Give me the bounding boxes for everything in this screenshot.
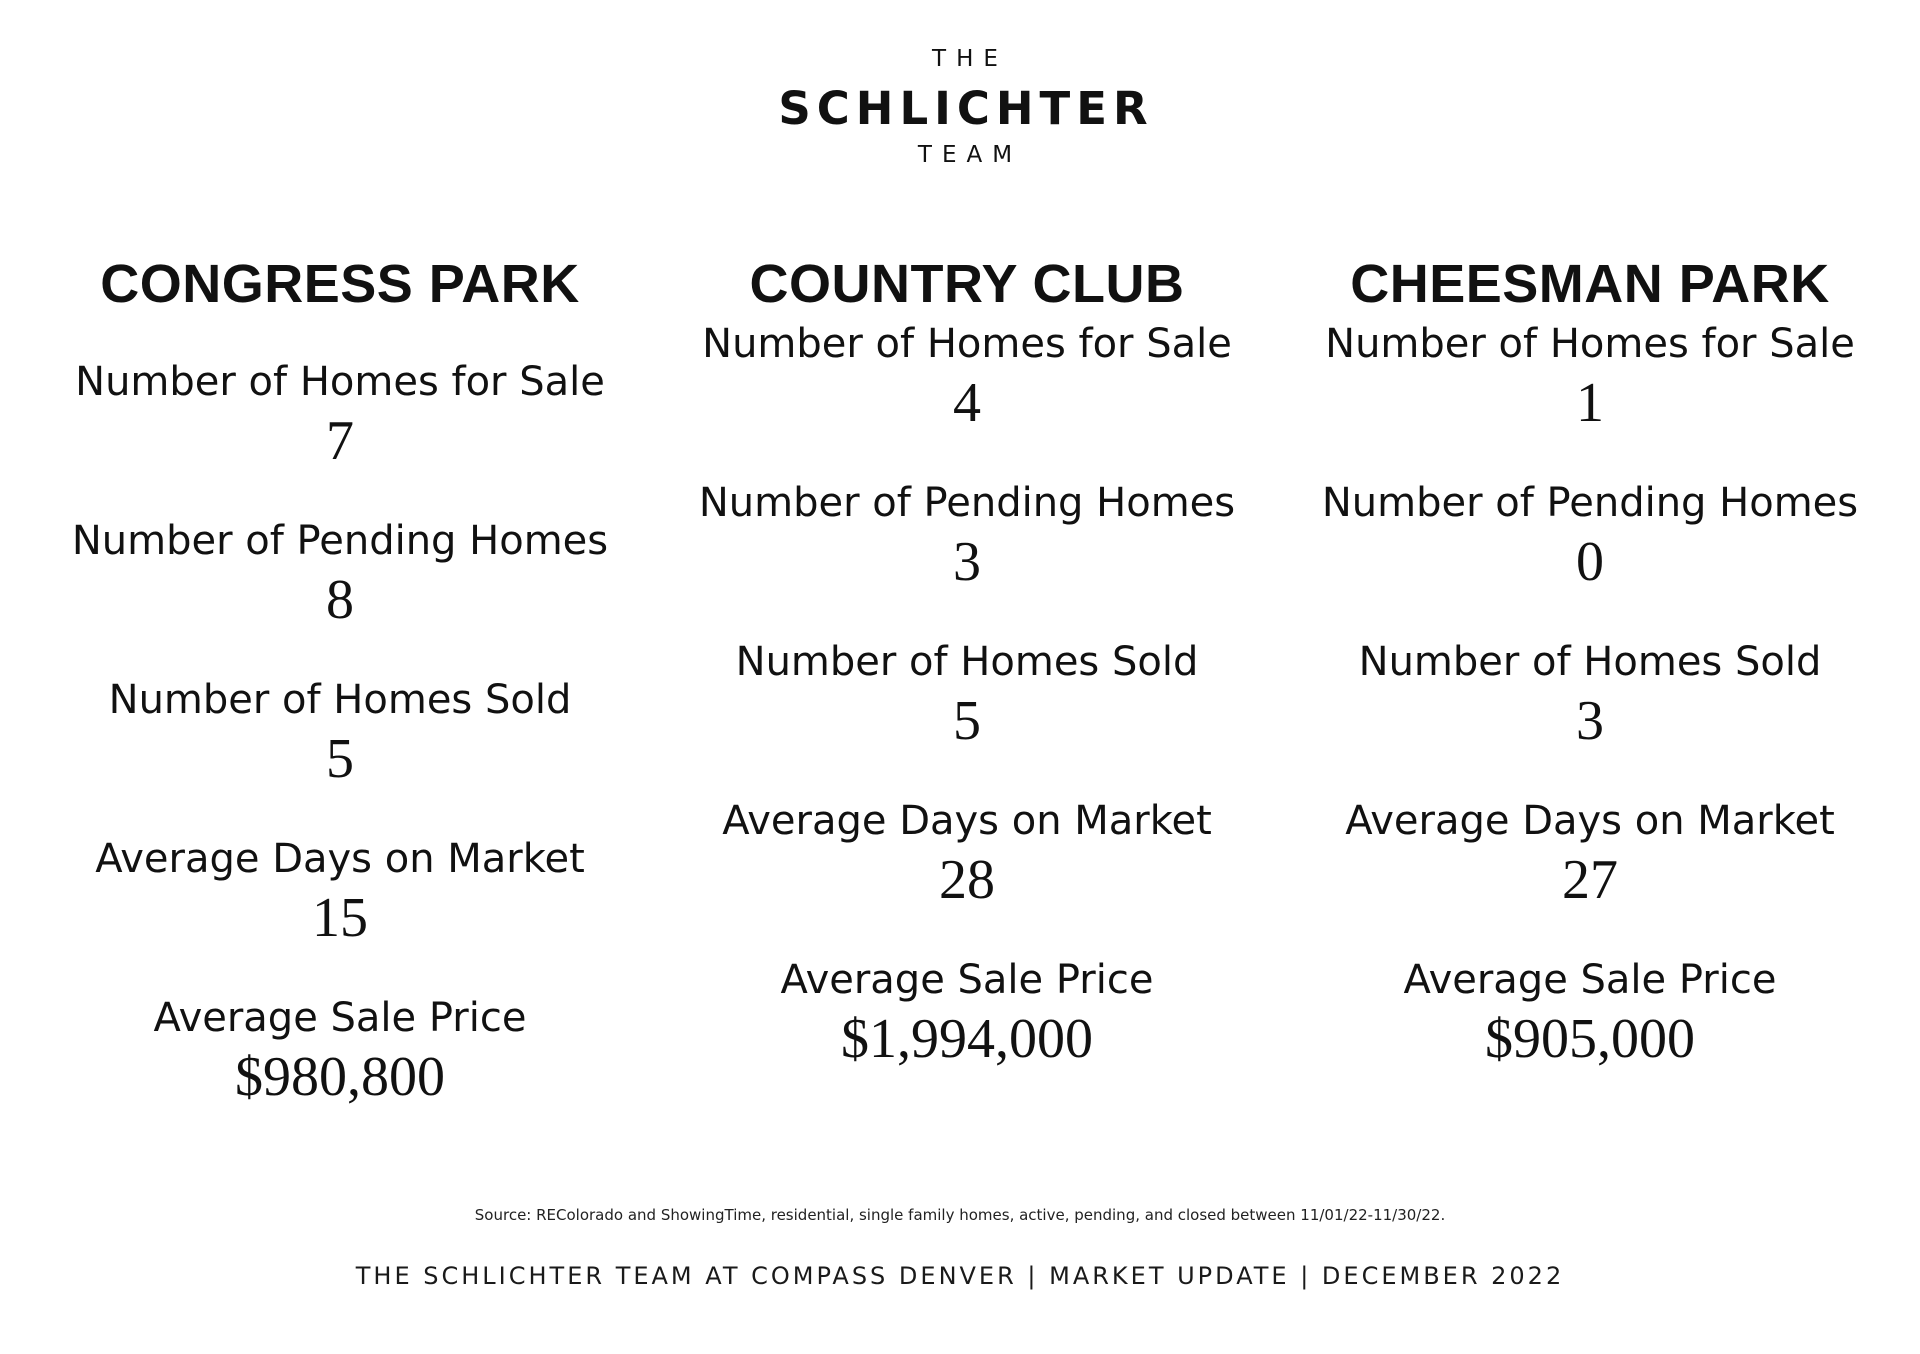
stat-average-sale-price xyxy=(657,954,1277,1113)
stat-label: Number of Homes for Sale xyxy=(1325,321,1855,367)
source-note: Source: REColorado and ShowingTime, residential, single family homes, active, pending, and closed between 11/01/22-11/30/22. xyxy=(474,1206,1446,1224)
stat-value: 1 xyxy=(1576,372,1604,434)
stat-list xyxy=(657,318,1277,1113)
stat-value: 7 xyxy=(326,410,354,472)
stat-pending-homes xyxy=(657,477,1277,636)
stat-label: Number of Pending Homes xyxy=(71,518,609,564)
stat-value: 8 xyxy=(326,569,354,631)
stat-value: 4 xyxy=(953,372,981,434)
stat-value: 5 xyxy=(326,728,354,790)
stat-value: 0 xyxy=(1576,531,1604,593)
logo-team: TEAM xyxy=(917,142,1023,168)
neighborhood-title: CHEESMAN PARK xyxy=(1350,254,1830,314)
neighborhood-title: COUNTRY CLUB xyxy=(749,254,1185,314)
stat-label: Average Sale Price xyxy=(153,995,527,1041)
stat-homes-sold xyxy=(30,674,650,833)
stat-label: Average Days on Market xyxy=(722,798,1212,844)
stat-label: Number of Pending Homes xyxy=(1321,480,1859,526)
stat-label: Average Days on Market xyxy=(95,836,585,882)
stat-value: 3 xyxy=(1576,690,1604,752)
stat-value: $905,000 xyxy=(1485,1008,1695,1070)
stat-homes-for-sale xyxy=(657,318,1277,477)
stat-pending-homes xyxy=(30,515,650,674)
stat-value: 5 xyxy=(953,690,981,752)
stat-homes-sold xyxy=(1280,636,1900,795)
stat-value: $980,800 xyxy=(235,1046,445,1108)
neighborhood-column-cheesman-park xyxy=(1280,252,1900,1113)
stat-homes-sold xyxy=(657,636,1277,795)
stat-average-sale-price xyxy=(1280,954,1900,1113)
stat-average-sale-price xyxy=(30,992,650,1151)
stat-days-on-market xyxy=(1280,795,1900,954)
footer-text: THE SCHLICHTER TEAM AT COMPASS DENVER | MARKET UPDATE | DECEMBER 2022 xyxy=(355,1262,1565,1290)
stat-label: Number of Homes for Sale xyxy=(702,321,1232,367)
stat-label: Number of Homes Sold xyxy=(735,639,1199,685)
stat-label: Number of Homes Sold xyxy=(108,677,572,723)
stat-label: Number of Pending Homes xyxy=(698,480,1236,526)
neighborhood-column-congress-park xyxy=(30,252,650,1151)
stat-value: $1,994,000 xyxy=(841,1008,1093,1070)
stat-value: 27 xyxy=(1562,849,1618,911)
stat-homes-for-sale xyxy=(1280,318,1900,477)
stat-list xyxy=(1280,318,1900,1113)
stat-label: Average Days on Market xyxy=(1345,798,1835,844)
stat-value: 3 xyxy=(953,531,981,593)
neighborhood-title: CONGRESS PARK xyxy=(100,254,580,314)
stat-pending-homes xyxy=(1280,477,1900,636)
stat-days-on-market xyxy=(657,795,1277,954)
logo-name: SCHLICHTER xyxy=(778,82,1154,135)
stat-homes-for-sale xyxy=(30,356,650,515)
stat-label: Number of Homes Sold xyxy=(1358,639,1822,685)
logo-the: THE xyxy=(932,46,1008,72)
stat-days-on-market xyxy=(30,833,650,992)
neighborhood-column-country-club xyxy=(657,252,1277,1113)
stat-value: 28 xyxy=(939,849,995,911)
stat-list xyxy=(30,356,650,1151)
stat-label: Average Sale Price xyxy=(1403,957,1777,1003)
stat-label: Number of Homes for Sale xyxy=(75,359,605,405)
stat-value: 15 xyxy=(312,887,368,949)
stat-label: Average Sale Price xyxy=(780,957,1154,1003)
